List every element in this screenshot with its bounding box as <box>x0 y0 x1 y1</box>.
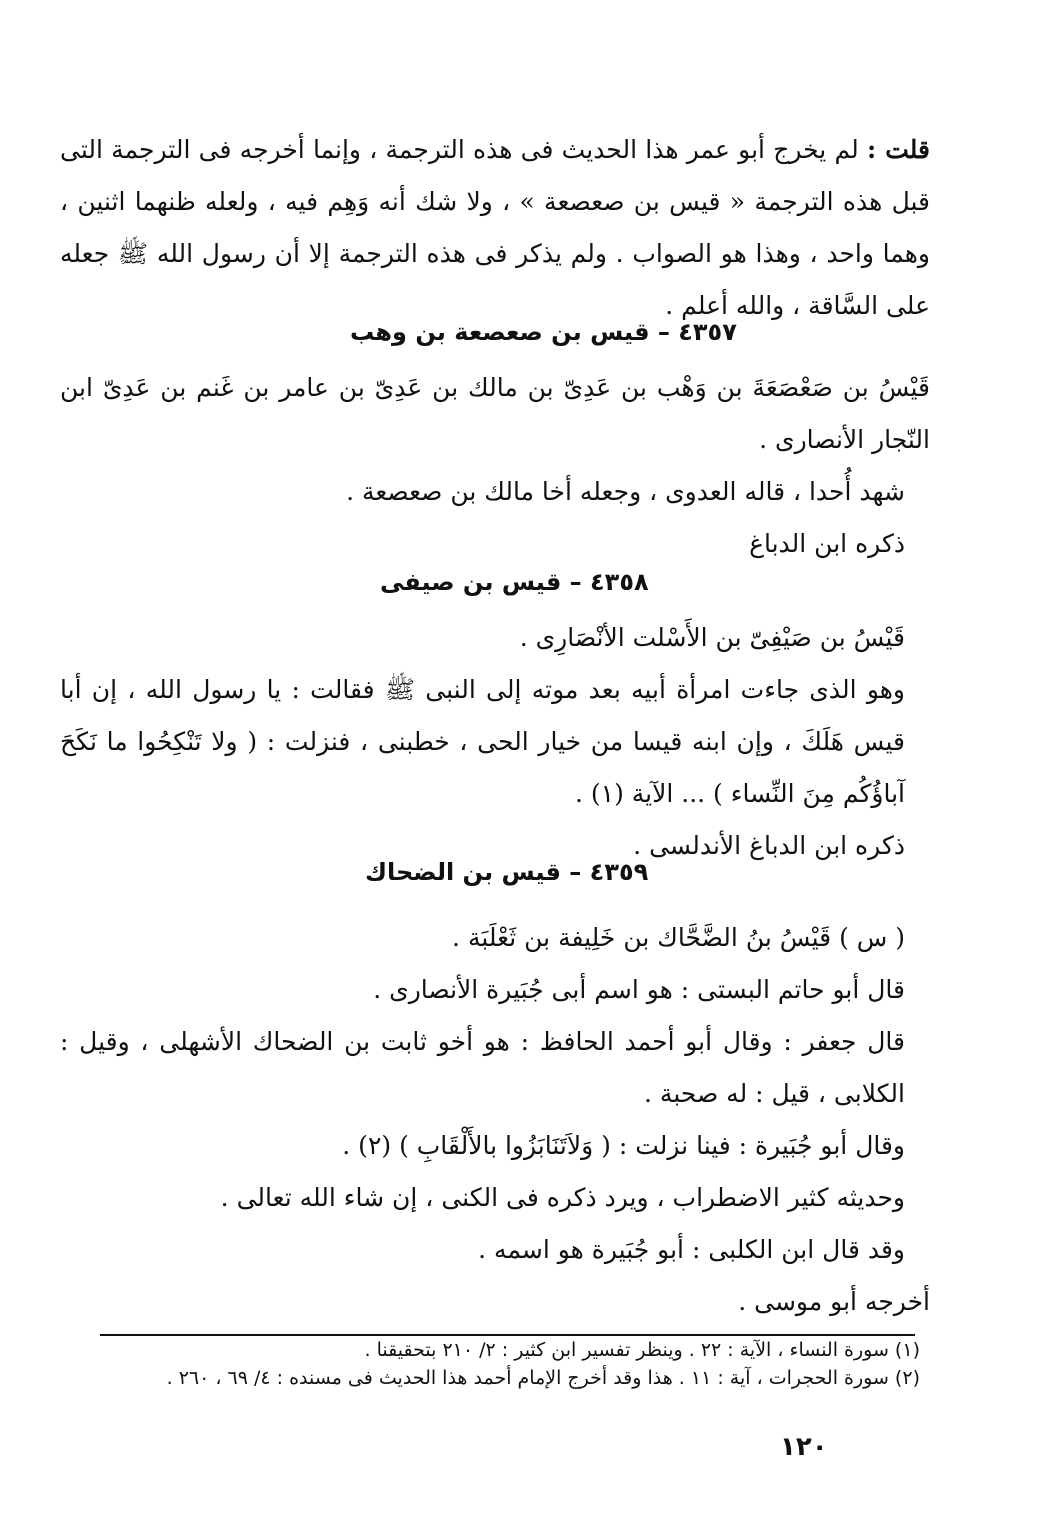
note-paragraph <box>60 124 930 332</box>
entry-body-4359 <box>60 912 930 1328</box>
entry-paragraph: قَيْسُ بن صَيْفِىّ بن الأَسْلت الأنْصَارِى . <box>519 623 905 652</box>
entry-body-4358 <box>60 612 930 872</box>
entry-heading-4358: ٤٣٥٨ – قيس بن صيفى <box>380 568 649 596</box>
entry-paragraph: وهو الذى جاءت امرأة أبيه بعد موته إلى النبى ﷺ فقالت : يا رسول الله ، إن أبا قيس هَلَكَ ، وإن ابنه قيسا من خيار الحى ، خطبنى ، فنزلت : ( ولا تَنْكِحُوا ما نَكَحَ آباؤُكُم مِنَ النِّساء ) ... الآية (١) . <box>60 675 905 808</box>
entry-paragraph: وقد قال ابن الكلبى : أبو جُبَيرة هو اسمه . <box>478 1235 905 1264</box>
footnotes <box>110 1336 920 1392</box>
note-lead: قلت : <box>866 135 930 164</box>
entry-paragraph: وحديثه كثير الاضطراب ، ويرد ذكره فى الكنى ، إن شاء الله تعالى . <box>220 1183 905 1212</box>
note-text: لم يخرج أبو عمر هذا الحديث فى هذه الترجمة ، وإنما أخرجه فى الترجمة التى قبل هذه الترجمة « قيس بن صعصعة » ، ولا شك أنه وَهِم فيه ، ولعله ظنهما اثنين ، وهما واحد ، وهذا هو الصواب . ولم يذكر فى هذه الترجمة إلا أن رسول الله ﷺ جعله على السَّاقة ، والله أعلم . <box>60 135 930 320</box>
page-number: ١٢٠ <box>780 1432 828 1462</box>
entry-heading-4357: ٤٣٥٧ – قيس بن صعصعة بن وهب <box>350 318 737 346</box>
entry-body-4357 <box>60 362 930 570</box>
note-block <box>60 124 930 332</box>
entry-paragraph: قال جعفر : وقال أبو أحمد الحافظ : هو أخو ثابت بن الضحاك الأشهلى ، وقيل : الكلابى ، قيل : له صحبة . <box>60 1027 905 1108</box>
entry-heading-4359: ٤٣٥٩ – قيس بن الضحاك <box>365 858 649 886</box>
entry-paragraph: أخرجه أبو موسى . <box>738 1287 930 1316</box>
entry-paragraph: قَيْسُ بن صَعْصَعَةَ بن وَهْب بن عَدِىّ بن مالك بن عَدِىّ بن عامر بن غَنم بن عَدِىّ ابن النّجار الأنصارى . <box>60 373 930 454</box>
entry-paragraph: ذكره ابن الدباغ <box>749 529 905 558</box>
footnote-2: (٢) سورة الحجرات ، آية : ١١ . هذا وقد أخرج الإمام أحمد هذا الحديث فى مسنده : ٤/ ٦٩ ، ٢٦٠ . <box>166 1367 920 1389</box>
entry-paragraph: ذكره ابن الدباغ الأندلسى . <box>633 831 905 860</box>
entry-paragraph: شهد أُحدا ، قاله العدوى ، وجعله أخا مالك بن صعصعة . <box>346 477 905 506</box>
footnote-1: (١) سورة النساء ، الآية : ٢٢ . وينظر تفسير ابن كثير : ٢/ ٢١٠ بتحقيقنا . <box>364 1339 920 1361</box>
entry-paragraph: وقال أبو جُبَيرة : فينا نزلت : ( وَلاَتَنَابَزُوا بالأَلْقَابِ ) (٢) . <box>342 1131 905 1160</box>
entry-paragraph: ( س ) قَيْسُ بنُ الضَّحَّاك بن خَلِيفة بن ثَعْلَبَة . <box>452 923 905 952</box>
entry-paragraph: قال أبو حاتم البستى : هو اسم أبى جُبَيرة الأنصارى . <box>373 975 905 1004</box>
